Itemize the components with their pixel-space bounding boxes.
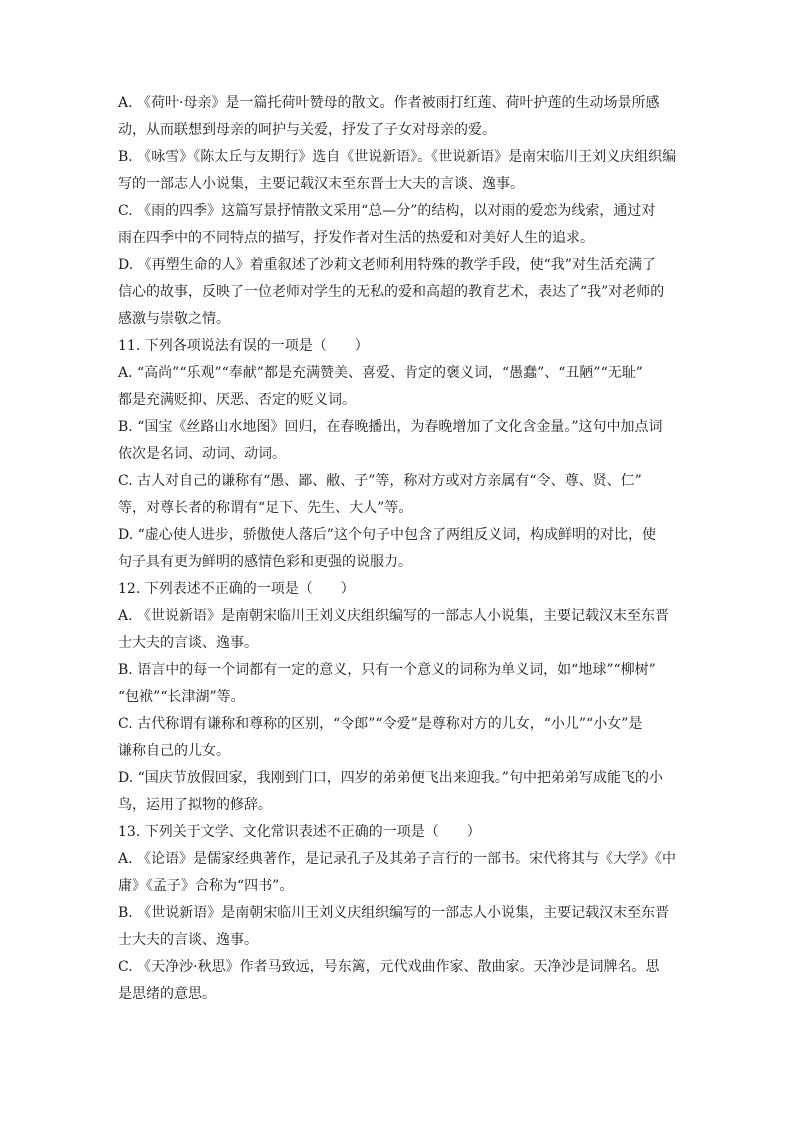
- text-line: 13. 下列关于文学、文化常识表述不正确的一项是（ ）: [118, 824, 481, 840]
- text-line: C. 古人对自己的谦称有“愚、鄙、敝、子”等，称对方或对方亲属有“令、尊、贤、仁”: [118, 473, 642, 489]
- option-paragraph: [118, 90, 682, 144]
- text-line: 写的一部志人小说集，主要记载汉末至东晋士大夫的言谈、逸事。: [118, 176, 524, 192]
- text-line: 依次是名词、动词、动词。: [118, 446, 286, 462]
- text-line: A. 《论语》是儒家经典著作，是记录孔子及其弟子言行的一部书。宋代将其与《大学》《中: [118, 851, 677, 867]
- text-line: 都是充满贬抑、厌恶、否定的贬义词。: [118, 392, 356, 408]
- text-line: C. 《雨的四季》这篇写景抒情散文采用“总—分”的结构，以对雨的爱恋为线索，通过对: [118, 203, 656, 219]
- text-line: A. 《荷叶·母亲》是一篇托荷叶赞母的散文。作者被雨打红莲、荷叶护莲的生动场景所感: [118, 95, 660, 111]
- text-line: 雨在四季中的不同特点的描写，抒发作者对生活的热爱和对美好人生的追求。: [118, 230, 594, 246]
- option-paragraph: [118, 765, 682, 819]
- text-line: B. “国宝《丝路山水地图》回归，在春晚播出，为春晚增加了文化含金量。”这句中加点词: [118, 419, 663, 435]
- document-body: [118, 90, 682, 1008]
- option-paragraph: [118, 657, 682, 711]
- option-paragraph: [118, 522, 682, 576]
- text-line: 等，对尊长者的称谓有“足下、先生、大人”等。: [118, 500, 413, 516]
- text-line: 庸》《孟子》合称为“四书”。: [118, 878, 294, 894]
- text-line: C. 《天净沙·秋思》作者马致远，号东篱，元代戏曲作家、散曲家。天净沙是词牌名。思: [118, 959, 660, 975]
- text-line: 鸟，运用了拟物的修辞。: [118, 797, 272, 813]
- text-line: 句子具有更为鲜明的感情色彩和更强的说服力。: [118, 554, 412, 570]
- text-line: B. 语言中的每一个词都有一定的意义，只有一个意义的词称为单义词，如“地球”“柳树”: [118, 662, 656, 678]
- text-line: D. “虚心使人进步，骄傲使人落后”这个句子中包含了两组反义词，构成鲜明的对比，使: [118, 527, 656, 543]
- option-paragraph: [118, 468, 682, 522]
- option-paragraph: [118, 360, 682, 414]
- text-line: 士大夫的言谈、逸事。: [118, 635, 258, 651]
- question-stem: [118, 576, 682, 603]
- text-line: 士大夫的言谈、逸事。: [118, 932, 258, 948]
- text-line: 动，从而联想到母亲的呵护与关爱，抒发了子女对母亲的爱。: [118, 122, 496, 138]
- question-stem: [118, 333, 682, 360]
- text-line: B. 《世说新语》是南朝宋临川王刘义庆组织编写的一部志人小说集，主要记载汉末至东晋: [118, 905, 670, 921]
- option-paragraph: [118, 252, 682, 333]
- option-paragraph: [118, 711, 682, 765]
- option-paragraph: [118, 414, 682, 468]
- text-line: 信心的故事，反映了一位老师对学生的无私的爱和高超的教育艺术，表达了“我”对老师的: [118, 284, 665, 300]
- text-line: B. 《咏雪》《陈太丘与友期行》选自《世说新语》。《世说新语》是南宋临川王刘义庆组织编: [118, 149, 677, 165]
- option-paragraph: [118, 900, 682, 954]
- text-line: “包袱”“长津湖”等。: [118, 689, 245, 705]
- text-line: A. “高尚”“乐观”“奉献”都是充满赞美、喜爱、肯定的褒义词，“愚蠢”、“丑陋”“无耻”: [118, 365, 643, 381]
- text-line: 12. 下列表述不正确的一项是（ ）: [118, 581, 355, 597]
- text-line: C. 古代称谓有谦称和尊称的区别，“令郎”“令爱”是尊称对方的儿女，“小儿”“小女”是: [118, 716, 643, 732]
- text-line: 感激与崇敬之情。: [118, 311, 230, 327]
- option-paragraph: [118, 198, 682, 252]
- text-line: D. “国庆节放假回家，我刚到门口，四岁的弟弟便飞出来迎我。”句中把弟弟写成能飞的小: [118, 770, 663, 786]
- option-paragraph: [118, 846, 682, 900]
- text-line: 谦称自己的儿女。: [118, 743, 230, 759]
- text-line: A. 《世说新语》是南朝宋临川王刘义庆组织编写的一部志人小说集，主要记载汉末至东晋: [118, 608, 670, 624]
- option-paragraph: [118, 144, 682, 198]
- text-line: 是思绪的意思。: [118, 986, 216, 1002]
- option-paragraph: [118, 603, 682, 657]
- option-paragraph: [118, 954, 682, 1008]
- text-line: 11. 下列各项说法有误的一项是（ ）: [118, 338, 369, 354]
- question-stem: [118, 819, 682, 846]
- text-line: D. 《再塑生命的人》着重叙述了沙莉文老师利用特殊的教学手段，使“我”对生活充满了: [118, 257, 656, 273]
